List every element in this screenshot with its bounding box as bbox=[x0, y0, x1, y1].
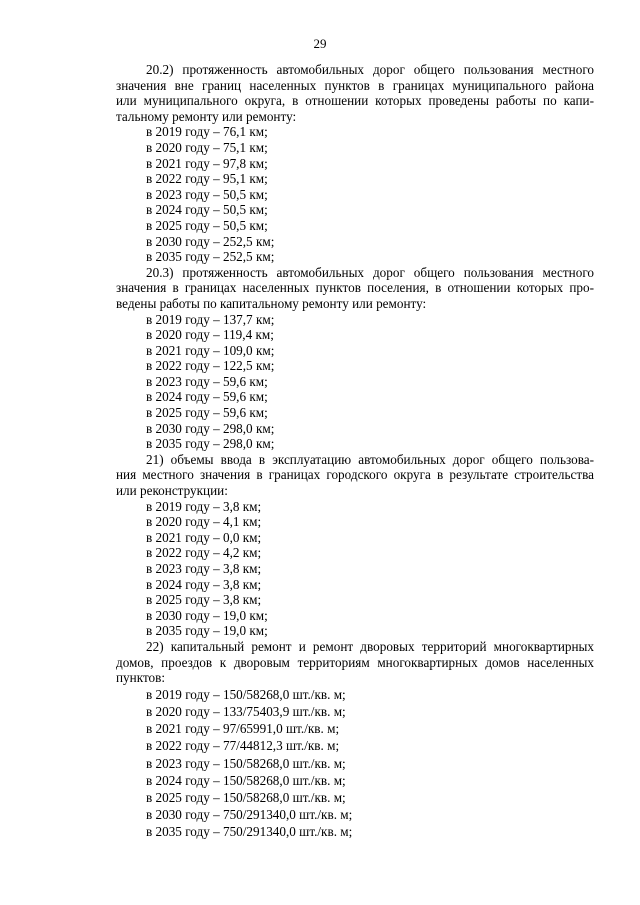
paragraph-line: или муниципального округа, в отношении которых проведены работы по капи- bbox=[116, 93, 594, 109]
list-item: в 2020 году – 4,1 км; bbox=[146, 514, 262, 530]
year-value-list bbox=[116, 312, 594, 452]
list-item: в 2035 году – 19,0 км; bbox=[146, 623, 268, 639]
list-item: в 2023 году – 50,5 км; bbox=[146, 186, 268, 202]
list-item: в 2024 году – 3,8 км; bbox=[146, 576, 262, 592]
list-item: в 2023 году – 3,8 км; bbox=[146, 561, 262, 576]
list-item: в 2021 году – 97,8 км; bbox=[146, 155, 268, 171]
section-paragraph bbox=[116, 265, 594, 312]
section-20-3 bbox=[116, 265, 594, 452]
paragraph-line: домов, проездов к дворовым территориям многоквартирных домов населенных bbox=[116, 654, 594, 670]
list-item: в 2019 году – 3,8 км; bbox=[146, 498, 262, 514]
list-item: в 2023 году – 150/58268,0 шт./кв. м; bbox=[146, 755, 346, 771]
section-paragraph bbox=[116, 62, 594, 124]
list-item: в 2020 году – 75,1 км; bbox=[146, 139, 268, 155]
list-item: в 2022 году – 77/44812,3 шт./кв. м; bbox=[146, 738, 340, 754]
section-paragraph bbox=[116, 639, 594, 686]
list-item: в 2021 году – 0,0 км; bbox=[146, 529, 262, 545]
list-item: в 2019 году – 137,7 км; bbox=[146, 311, 275, 327]
paragraph-line: 22) капитальный ремонт и ремонт дворовых территорий многоквартирных bbox=[146, 638, 594, 654]
paragraph-line: тальному ремонту или ремонту: bbox=[116, 108, 297, 124]
list-item: в 2024 году – 50,5 км; bbox=[146, 202, 268, 218]
paragraph-line: ведены работы по капитальному ремонту или ремонту: bbox=[116, 295, 427, 311]
list-item: в 2020 году – 133/75403,9 шт./кв. м; bbox=[146, 703, 346, 719]
list-item: в 2025 году – 150/58268,0 шт./кв. м; bbox=[146, 789, 346, 805]
list-item: в 2030 году – 298,0 км; bbox=[146, 420, 275, 436]
list-item: в 2023 году – 59,6 км; bbox=[146, 373, 268, 389]
list-item: в 2021 году – 109,0 км; bbox=[146, 342, 275, 358]
list-item: в 2020 году – 119,4 км; bbox=[146, 327, 274, 343]
list-item: в 2021 году – 97/65991,0 шт./кв. м; bbox=[146, 721, 340, 737]
year-value-list bbox=[116, 124, 594, 264]
list-item: в 2035 году – 298,0 км; bbox=[146, 436, 275, 452]
paragraph-line: значения в границах населенных пунктов поселения, в отношении которых про- bbox=[116, 280, 594, 296]
list-item: в 2019 году – 150/58268,0 шт./кв. м; bbox=[146, 686, 346, 702]
document-body bbox=[116, 62, 594, 841]
list-item: в 2035 году – 252,5 км; bbox=[146, 249, 275, 265]
list-item: в 2022 году – 95,1 км; bbox=[146, 171, 268, 187]
paragraph-line: 21) объемы ввода в эксплуатацию автомобильных дорог общего пользова- bbox=[146, 451, 594, 467]
paragraph-line: 20.3) протяженность автомобильных дорог общего пользования местного bbox=[146, 264, 594, 280]
list-item: в 2024 году – 150/58268,0 шт./кв. м; bbox=[146, 772, 346, 788]
section-paragraph bbox=[116, 452, 594, 499]
list-item: в 2022 году – 122,5 км; bbox=[146, 358, 275, 374]
section-22 bbox=[116, 639, 594, 841]
paragraph-line: ния местного значения в границах городского округа в результате строительства bbox=[116, 467, 594, 483]
list-item: в 2025 году – 3,8 км; bbox=[146, 592, 262, 608]
list-item: в 2025 году – 50,5 км; bbox=[146, 217, 268, 233]
list-item: в 2030 году – 252,5 км; bbox=[146, 233, 275, 249]
list-item: в 2030 году – 19,0 км; bbox=[146, 607, 268, 623]
section-20-2 bbox=[116, 62, 594, 265]
paragraph-line: пунктов: bbox=[116, 670, 166, 686]
year-value-list bbox=[116, 686, 594, 841]
list-item: в 2024 году – 59,6 км; bbox=[146, 389, 268, 405]
list-item: в 2030 году – 750/291340,0 шт./кв. м; bbox=[146, 807, 353, 823]
list-item: в 2019 году – 76,1 км; bbox=[146, 124, 268, 140]
year-value-list bbox=[116, 499, 594, 639]
paragraph-line: значения вне границ населенных пунктов в границах муниципального района bbox=[116, 77, 594, 93]
list-item: в 2025 году – 59,6 км; bbox=[146, 405, 268, 421]
list-item: в 2022 году – 4,2 км; bbox=[146, 545, 262, 561]
section-21 bbox=[116, 452, 594, 639]
paragraph-line: 20.2) протяженность автомобильных дорог общего пользования местного bbox=[146, 62, 594, 77]
list-item: в 2035 году – 750/291340,0 шт./кв. м; bbox=[146, 824, 353, 840]
page-number: 29 bbox=[313, 36, 327, 51]
paragraph-line: или реконструкции: bbox=[116, 483, 228, 499]
